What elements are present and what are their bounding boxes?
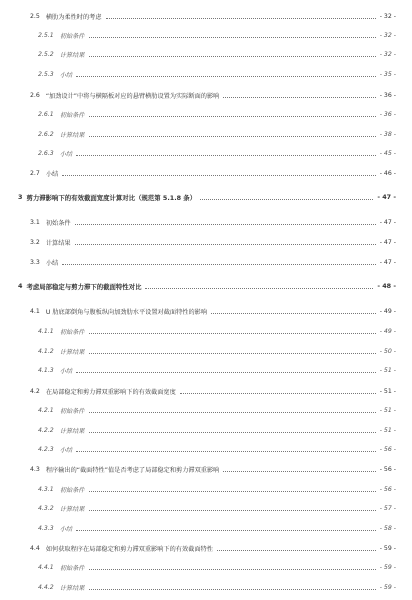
toc-entry[interactable] (30, 236, 396, 248)
toc-label: 计算结果 (59, 51, 85, 59)
toc-entry[interactable] (38, 364, 396, 376)
toc-page-number: - 51 - (379, 366, 396, 374)
dot-leader (76, 530, 376, 531)
dot-leader (76, 372, 376, 373)
toc-page-number: - 49 - (379, 307, 396, 315)
toc-entry[interactable] (38, 128, 396, 140)
toc-label: 横肋为柔性时的考虑 (45, 13, 102, 21)
toc-number: 4.2.1 (38, 406, 54, 414)
toc-page-number: - 47 - (379, 218, 396, 226)
toc-entry[interactable] (38, 443, 396, 455)
toc-entry[interactable] (38, 48, 396, 60)
dot-leader (223, 97, 375, 98)
toc-label: 初始条件 (59, 32, 85, 40)
dot-leader (145, 288, 373, 289)
toc-number: 4.1.3 (38, 366, 54, 374)
toc-entry[interactable] (38, 404, 396, 416)
dot-leader (89, 432, 376, 433)
toc-entry[interactable] (30, 89, 396, 101)
toc-number: 2.5.2 (38, 50, 54, 58)
toc-number: 4.3.1 (38, 485, 54, 493)
toc-label: 初始条件 (59, 564, 85, 572)
dot-leader (89, 491, 376, 492)
toc-label: U 肋底部倒角与腹板纵向加劲肋水平设置对截面特性的影响 (45, 308, 208, 316)
toc-page-number: - 59 - (379, 563, 396, 571)
toc-entry[interactable] (38, 68, 396, 80)
toc-entry[interactable] (38, 108, 396, 120)
toc-label: 小结 (59, 367, 73, 375)
toc-number: 2.5 (30, 12, 40, 20)
toc-label: 小结 (59, 446, 73, 454)
dot-leader (62, 264, 376, 265)
dot-leader (223, 471, 375, 472)
toc-entry[interactable] (30, 216, 396, 228)
toc-page-number: - 47 - (377, 193, 396, 201)
toc-number: 4.2.2 (38, 426, 54, 434)
toc-page-number: - 56 - (379, 465, 396, 473)
toc-entry[interactable] (30, 10, 396, 22)
dot-leader (89, 569, 376, 570)
toc-number: 4.2 (30, 387, 40, 395)
toc-page-number: - 51 - (379, 406, 396, 414)
dot-leader (89, 37, 376, 38)
toc-page-number: - 38 - (379, 130, 396, 138)
toc-entry[interactable] (30, 167, 396, 179)
toc-number: 4.4.1 (38, 563, 54, 571)
dot-leader (76, 451, 376, 452)
toc-number: 4 (18, 282, 23, 290)
toc-entry[interactable] (38, 147, 396, 159)
toc-entry[interactable] (38, 522, 396, 534)
toc-page-number: - 48 - (377, 282, 396, 290)
toc-number: 4.3.3 (38, 524, 54, 532)
toc-number: 4.4 (30, 544, 40, 552)
toc-page-number: - 59 - (379, 544, 396, 552)
toc-label: 计算结果 (45, 239, 71, 247)
dot-leader (75, 244, 376, 245)
dot-leader (89, 412, 376, 413)
toc-page-number: - 51 - (379, 426, 396, 434)
toc-page-number: - 46 - (379, 169, 396, 177)
toc-entry[interactable] (18, 191, 396, 203)
toc-page-number: - 59 - (379, 583, 396, 591)
toc-label: 小结 (59, 525, 73, 533)
toc-number: 3.2 (30, 238, 40, 246)
toc-label: “加劲设计”中将与横隔板对应的悬臂横肋设置为实际断面的影响 (45, 92, 220, 100)
toc-page-number: - 32 - (379, 50, 396, 58)
toc-page-number: - 47 - (379, 258, 396, 266)
toc-entry[interactable] (30, 305, 396, 317)
dot-leader (89, 333, 376, 334)
toc-entry[interactable] (38, 483, 396, 495)
toc-number: 2.5.1 (38, 31, 54, 39)
toc-label: 计算结果 (59, 131, 85, 139)
toc-number: 4.4.2 (38, 583, 54, 591)
toc-page-number: - 45 - (379, 149, 396, 157)
dot-leader (89, 510, 376, 511)
toc-number: 4.1 (30, 307, 40, 315)
toc-label: 小结 (59, 71, 73, 79)
toc-number: 3.1 (30, 218, 40, 226)
toc-page-number: - 32 - (379, 31, 396, 39)
toc-entry[interactable] (30, 542, 396, 554)
toc-label: 考虑局部稳定与剪力滞下的截面特性对比 (26, 282, 142, 291)
toc-label: 初始条件 (59, 328, 85, 336)
toc-number: 4.3.2 (38, 504, 54, 512)
dot-leader (76, 155, 376, 156)
dot-leader (76, 76, 376, 77)
toc-page-number: - 49 - (379, 327, 396, 335)
toc-page-number: - 32 - (379, 12, 396, 20)
toc-number: 2.5.3 (38, 70, 54, 78)
toc-entry[interactable] (38, 424, 396, 436)
toc-entry[interactable] (38, 581, 396, 593)
toc-number: 4.1.2 (38, 347, 54, 355)
toc-page-number: - 47 - (379, 238, 396, 246)
toc-number: 2.6.2 (38, 130, 54, 138)
toc-number: 3 (18, 193, 23, 201)
toc-page-number: - 56 - (379, 485, 396, 493)
toc-label: 小结 (45, 170, 59, 178)
toc-label: 在局部稳定和剪力滞双重影响下的有效截面宽度 (45, 388, 176, 396)
toc-entry[interactable] (38, 325, 396, 337)
toc-number: 2.6.3 (38, 149, 54, 157)
toc-label: 初始条件 (59, 486, 85, 494)
toc-label: 程序输出的“截面特性”值是否考虑了局部稳定和剪力滞双重影响 (45, 466, 220, 474)
toc-label: 初始条件 (59, 407, 85, 415)
toc-label: 计算结果 (59, 584, 85, 592)
toc-number: 3.3 (30, 258, 40, 266)
dot-leader (217, 550, 376, 551)
toc-number: 4.1.1 (38, 327, 54, 335)
toc-label: 计算结果 (59, 427, 85, 435)
dot-leader (62, 175, 376, 176)
toc-number: 2.6.1 (38, 110, 54, 118)
toc-label: 小结 (45, 259, 59, 267)
toc-page-number: - 58 - (379, 524, 396, 532)
toc-entry[interactable] (38, 345, 396, 357)
toc-number: 4.3 (30, 465, 40, 473)
dot-leader (200, 199, 373, 200)
toc-label: 小结 (59, 150, 73, 158)
toc-label: 初始条件 (59, 111, 85, 119)
toc-entry[interactable] (38, 561, 396, 573)
toc-page-number: - 57 - (379, 504, 396, 512)
toc-page-number: - 51 - (379, 387, 396, 395)
dot-leader (89, 116, 376, 117)
toc-page-number: - 36 - (379, 110, 396, 118)
toc-entry[interactable] (18, 280, 396, 292)
dot-leader (89, 136, 376, 137)
toc-page-number: - 36 - (379, 91, 396, 99)
toc-entry[interactable] (30, 385, 396, 397)
dot-leader (89, 353, 376, 354)
toc-number: 2.6 (30, 91, 40, 99)
dot-leader (89, 589, 376, 590)
dot-leader (211, 313, 376, 314)
toc-entry[interactable] (30, 256, 396, 268)
toc-label: 计算结果 (59, 348, 85, 356)
toc-page-number: - 35 - (379, 70, 396, 78)
toc-label: 剪力滞影响下的有效截面宽度计算对比（规范第 5.1.8 条） (26, 193, 197, 202)
toc-page-number: - 56 - (379, 445, 396, 453)
dot-leader (75, 224, 376, 225)
toc-entry[interactable] (38, 29, 396, 41)
toc-label: 如何获取程序在局部稳定和剪力滞双重影响下的有效截面特性 (45, 545, 213, 553)
toc-entry[interactable] (30, 463, 396, 475)
dot-leader (180, 393, 376, 394)
dot-leader (106, 18, 376, 19)
toc-number: 4.2.3 (38, 445, 54, 453)
toc-page-number: - 50 - (379, 347, 396, 355)
toc-entry[interactable] (38, 502, 396, 514)
toc-label: 计算结果 (59, 505, 85, 513)
toc-label: 初始条件 (45, 219, 71, 227)
toc-number: 2.7 (30, 169, 40, 177)
dot-leader (89, 56, 376, 57)
